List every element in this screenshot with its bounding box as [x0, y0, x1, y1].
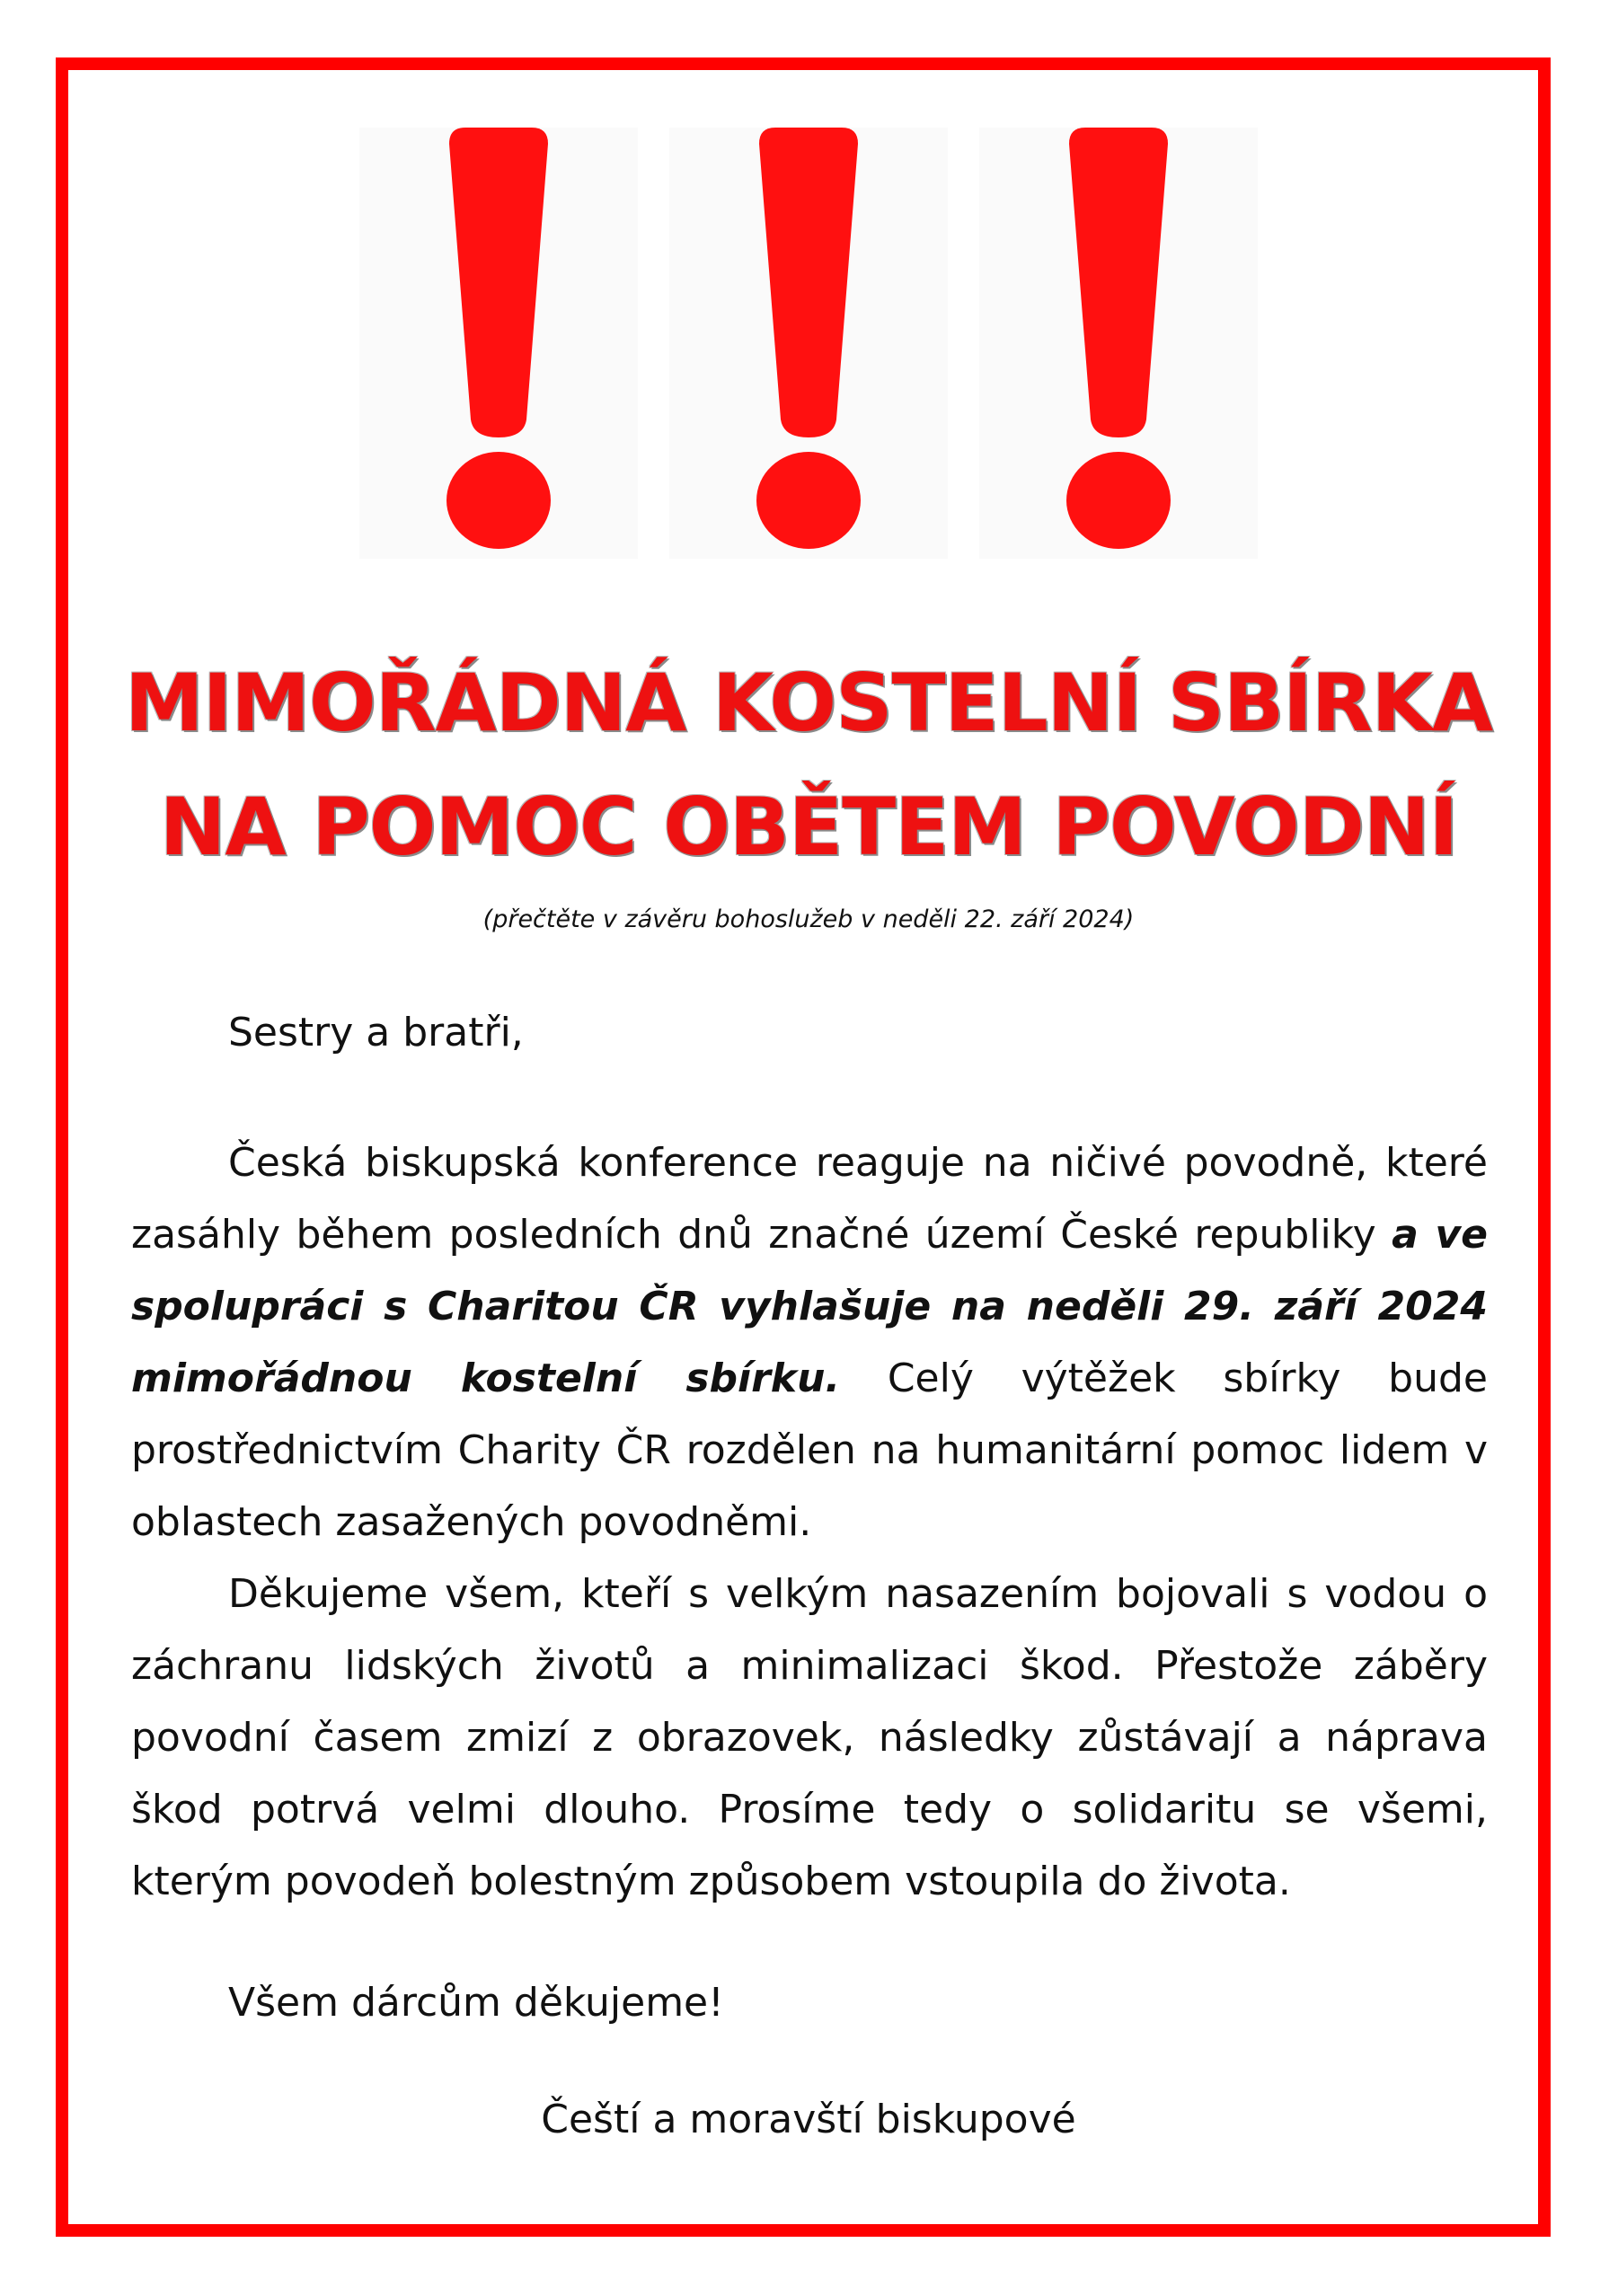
signature: Čeští a moravští biskupové	[541, 2097, 1076, 2142]
exclamation-marks-group	[359, 128, 1258, 559]
exclamation-mark-icon	[669, 128, 948, 559]
donor-thanks: Všem dárcům děkujeme!	[228, 1980, 724, 2026]
paragraph-announcement-continuation: Celý výtěžek sbírky bude prostřednictvím Charity ČR rozdělen na humanitární pomoc lidem v oblastech zasažených povodněmi.	[131, 1356, 1488, 1545]
greeting: Sestry a bratři,	[228, 1010, 524, 1055]
paragraph-announcement	[131, 1127, 1488, 1559]
exclamation-mark-icon	[979, 128, 1258, 559]
paragraph-announcement-text: Česká biskupská konference reaguje na ničivé povodně, které zasáhly během posledních dnů značné území České republiky	[131, 1140, 1488, 1258]
paragraph-announcement-emphasis: a ve spolupráci s Charitou ČR vyhlašuje na neděli 29. září 2024 mimořádnou kostelní sbírku.	[131, 1212, 1488, 1401]
headline-line-1: MIMOŘÁDNÁ KOSTELNÍ SBÍRKA	[125, 657, 1492, 749]
reading-instruction-note: (přečtěte v závěru bohoslužeb v neděli 22. září 2024)	[482, 905, 1135, 933]
headline-line-2: NA POMOC OBĚTEM POVODNÍ	[159, 781, 1458, 873]
exclamation-mark-icon	[359, 128, 638, 559]
paragraph-thanks-appeal: Děkujeme všem, kteří s velkým nasazením bojovali s vodou o záchranu lidských životů a minimalizaci škod. Přestože záběry povodní časem zmizí z obrazovek, následky zůstávají a náprava škod potrvá velmi dlouho. Prosíme tedy o solidaritu se všemi, kterým povodeň bolestným způsobem vstoupila do života.	[131, 1571, 1488, 1904]
